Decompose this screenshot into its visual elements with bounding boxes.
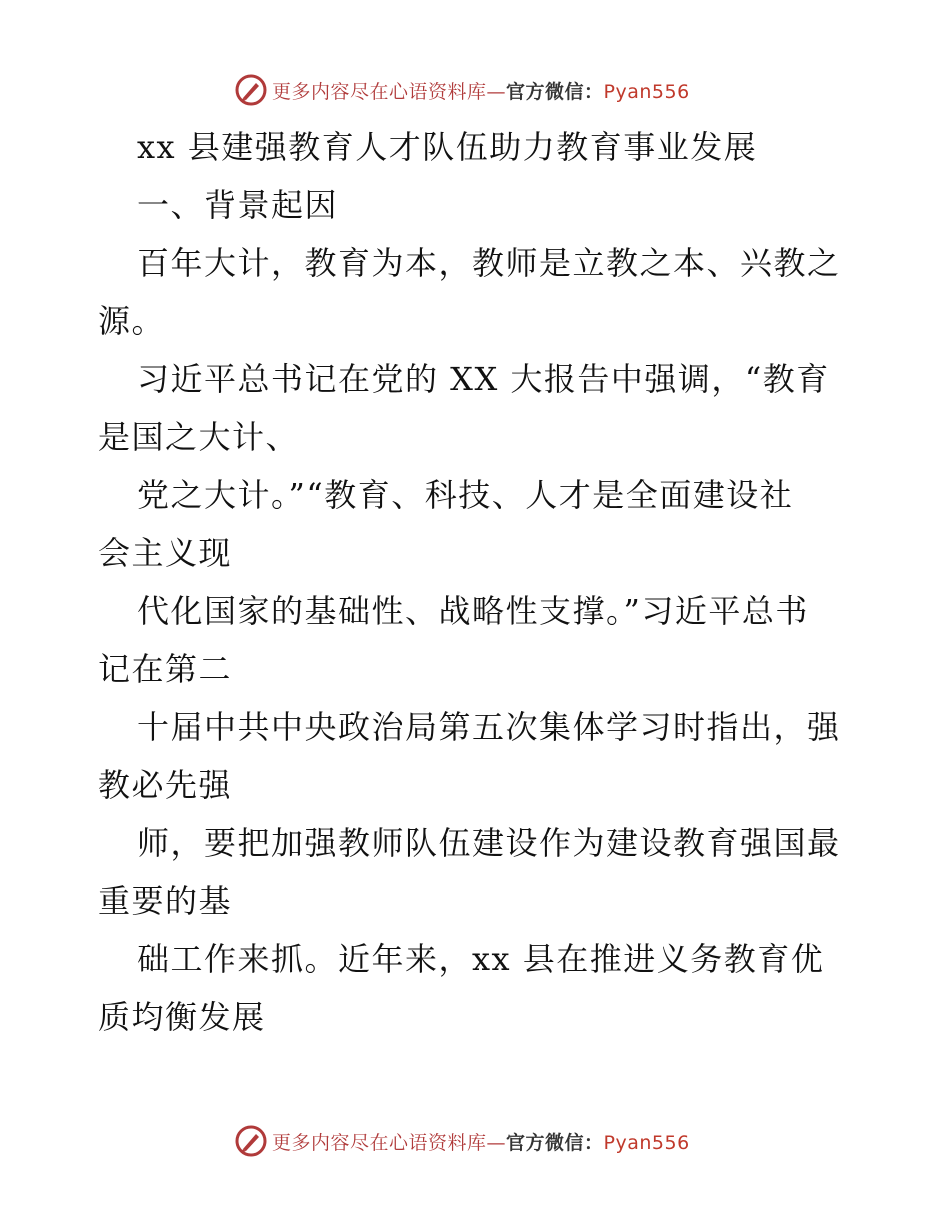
paragraph-line: 是国之大计、	[98, 418, 300, 456]
paragraph-line: 会主义现	[98, 534, 233, 572]
watermark-official: 官方微信：	[506, 80, 604, 103]
watermark-dash: —	[486, 1131, 507, 1154]
watermark-wechat-id: Pyan556	[603, 80, 690, 103]
watermark-banner-top	[0, 70, 950, 110]
paragraph-line: 质均衡发展	[98, 998, 266, 1036]
pen-logo-icon	[234, 1124, 268, 1158]
paragraph-line: 记在第二	[98, 650, 233, 688]
paragraph-line: 师，要把加强教师队伍建设作为建设教育强国最	[137, 824, 841, 862]
paragraph-line: 重要的基	[98, 882, 233, 920]
section-heading: 一、背景起因	[137, 186, 339, 224]
paragraph-line: 十届中共中央政治局第五次集体学习时指出，强	[137, 708, 841, 746]
watermark-text	[272, 77, 690, 104]
pen-logo-icon	[234, 73, 268, 107]
watermark-wechat-id: Pyan556	[603, 1131, 690, 1154]
paragraph-line: 础工作来抓。近年来，xx 县在推进义务教育优	[137, 940, 825, 978]
paragraph-line: 教必先强	[98, 766, 233, 804]
paragraph-line: 百年大计，教育为本，教师是立教之本、兴教之	[137, 244, 841, 282]
watermark-official: 官方微信：	[506, 1131, 604, 1154]
watermark-site-text: 更多内容尽在心语资料库	[272, 80, 487, 103]
watermark-dash: —	[486, 80, 507, 103]
watermark-site-text: 更多内容尽在心语资料库	[272, 1131, 487, 1154]
paragraph-line: 代化国家的基础性、战略性支撑。”习近平总书	[137, 592, 809, 630]
paragraph-line: 源。	[98, 302, 166, 340]
paragraph-line: 习近平总书记在党的 XX 大报告中强调，“教育	[137, 360, 830, 398]
paragraph-line: 党之大计。”“教育、科技、人才是全面建设社	[137, 476, 794, 514]
watermark-text	[272, 1128, 690, 1155]
watermark-banner-bottom	[0, 1121, 950, 1161]
document-title: xx 县建强教育人才队伍助力教育事业发展	[137, 128, 758, 166]
